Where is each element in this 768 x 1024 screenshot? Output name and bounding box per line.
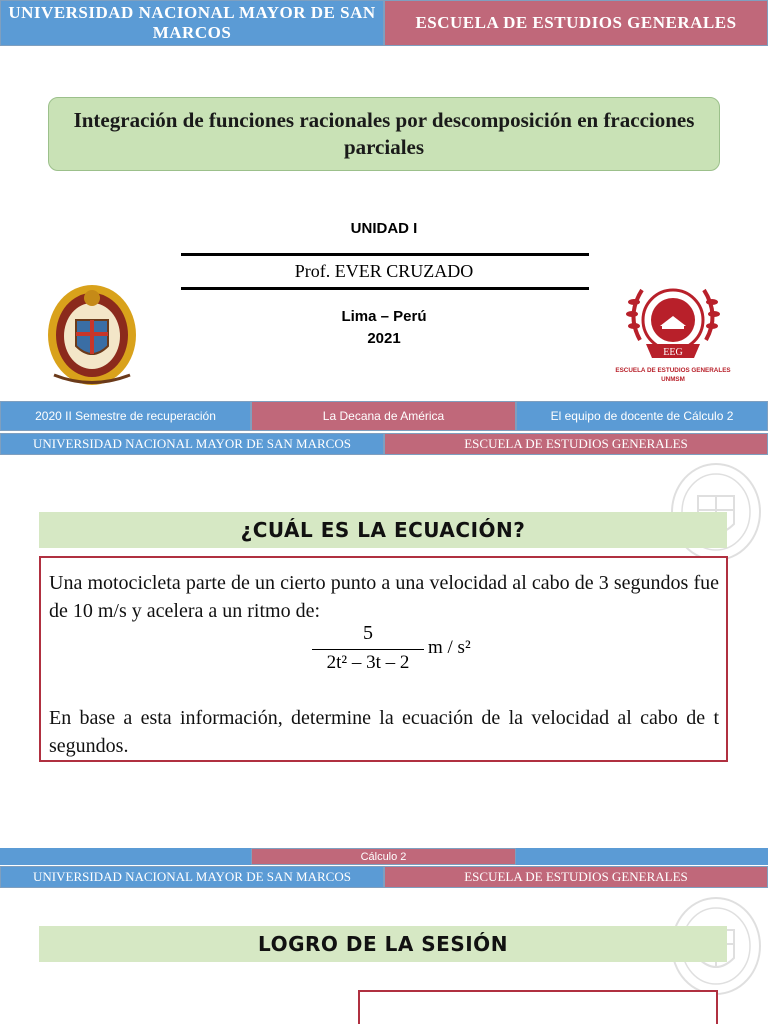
professor-name: Prof. EVER CRUZADO	[294, 261, 474, 281]
divider-bottom	[181, 287, 589, 290]
location-year	[180, 306, 588, 350]
footer-team: El equipo de docente de Cálculo 2	[516, 401, 768, 431]
header-school: ESCUELA DE ESTUDIOS GENERALES	[384, 866, 768, 888]
eeg-abbr: EEG	[663, 347, 683, 358]
section-title-question: ¿CUÁL ES LA ECUACIÓN?	[39, 512, 727, 548]
header-university: UNIVERSIDAD NACIONAL MAYOR DE SAN MARCOS	[0, 866, 384, 888]
header-university: UNIVERSIDAD NACIONAL MAYOR DE SAN MARCOS	[0, 0, 384, 46]
fraction-unit: m / s²	[428, 637, 471, 658]
achievement-box	[358, 990, 718, 1024]
divider-top	[181, 253, 589, 256]
header-university: UNIVERSIDAD NACIONAL MAYOR DE SAN MARCOS	[0, 433, 384, 455]
section-title-achievement: LOGRO DE LA SESIÓN	[39, 926, 727, 962]
footer-left-band	[0, 848, 251, 865]
header-school: ESCUELA DE ESTUDIOS GENERALES	[384, 433, 768, 455]
fraction-bar	[312, 649, 424, 650]
eeg-subcaption: UNMSM	[661, 376, 685, 383]
eeg-caption: ESCUELA DE ESTUDIOS GENERALES	[615, 367, 731, 374]
acceleration-formula	[312, 622, 512, 678]
slide-title: Integración de funciones racionales por descomposición en fracciones parciales	[48, 97, 720, 171]
header-school: ESCUELA DE ESTUDIOS GENERALES	[384, 0, 768, 46]
eeg-seal-logo	[612, 280, 734, 384]
year-label: 2021	[367, 330, 401, 347]
footer-course: Cálculo 2	[251, 848, 516, 865]
fraction-numerator: 5	[363, 622, 373, 644]
footer-motto: La Decana de América	[251, 401, 516, 431]
problem-text-intro: Una motocicleta parte de un cierto punto a una velocidad al cabo de 3 segundos fue de 10 m/s y acelera a un ritmo de:	[49, 572, 719, 622]
unmsm-seal-logo	[44, 280, 140, 390]
city-label: Lima – Perú	[341, 308, 427, 325]
fraction-denominator: 2t² – 3t – 2	[326, 652, 410, 673]
footer-right-band	[516, 848, 768, 865]
footer-semester: 2020 II Semestre de recuperación	[0, 401, 251, 431]
problem-text-question: En base a esta información, determine la ecuación de la velocidad al cabo de t segundos.	[49, 707, 719, 757]
unit-label: UNIDAD I	[350, 220, 418, 237]
